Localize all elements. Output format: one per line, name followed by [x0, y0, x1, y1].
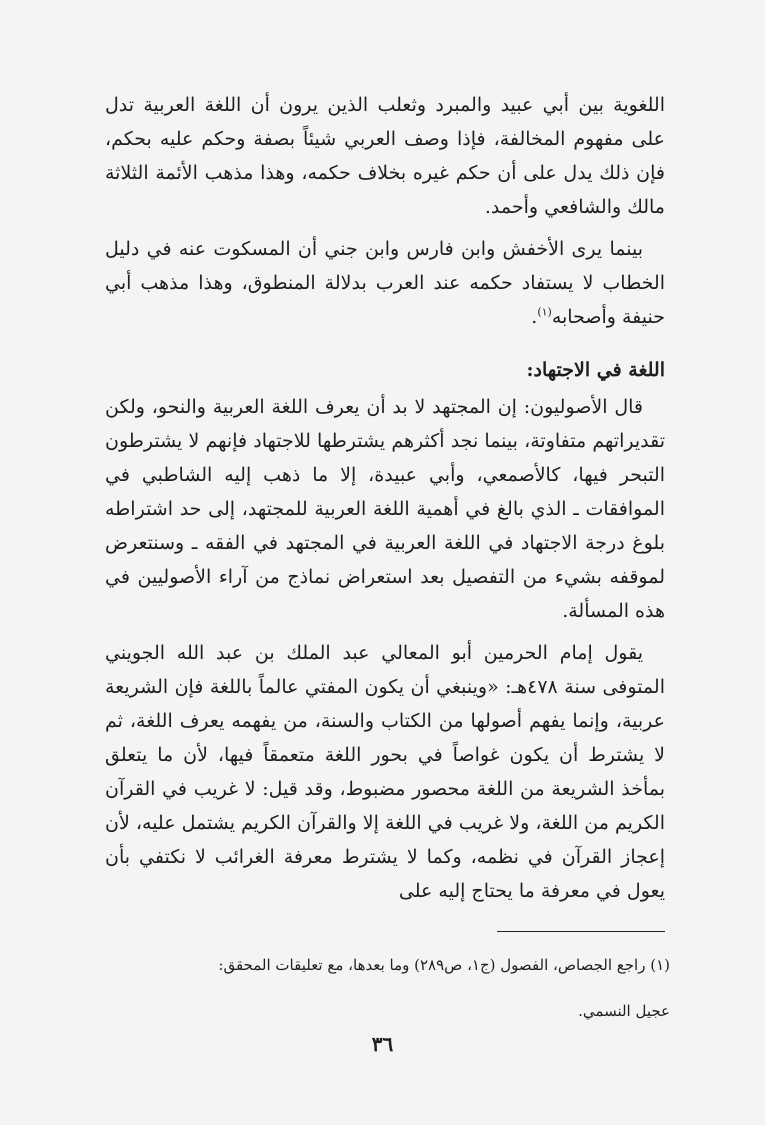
footnote-reference: (١) [537, 305, 552, 319]
paragraph-2-end: . [531, 306, 538, 328]
paragraph-1: اللغوية بين أبي عبيد والمبرد وثعلب الذين يرون أن اللغة العربية تدل على مفهوم المخالفة، فإذا وصف العربي شيئاً بصفة وحكم عليه بحكم، فإن ذلك يدل على أن حكم غيره بخلاف حكمه، وهذا مذهب الأئمة الثلاثة مالك والشافعي وأحمد. [105, 94, 665, 218]
footnote [105, 942, 670, 1034]
footnote-line-2: عجيل النسمي. [578, 1002, 670, 1020]
paragraph-4: يقول إمام الحرمين أبو المعالي عبد الملك بن عبد الله الجويني المتوفى سنة ٤٧٨هـ: «وينبغي أن يكون المفتي عالماً باللغة فإن الشريعة عربية، وإنما يفهم أصولها من الكتاب والسنة، من يفهمه يعرف اللغة، ثم لا يشترط أن يكون غواصاً في بحور اللغة متعمقاً فيها، لأن ما يتعلق بمأخذ الشريعة من اللغة محصور مضبوط، وقد قيل: لا غريب في القرآن الكريم من اللغة، ولا غريب في اللغة إلا والقرآن الكريم يشتمل عليه، لأن إعجاز القرآن في نظمه، وكما لا يشترط معرفة الغرائب لا نكتفي بأن يعول في معرفة ما يحتاج إليه على [105, 642, 665, 902]
paragraph-3: قال الأصوليون: إن المجتهد لا بد أن يعرف اللغة العربية والنحو، ولكن تقديراتهم متفاوتة، بينما نجد أكثرهم يشترطها للاجتهاد فإنهم لا يشترطون التبحر فيها، كالأصمعي، وأبي عبيدة، إلا ما ذهب إليه الشاطبي في الموافقات ـ الذي بالغ في أهمية اللغة العربية للمجتهد، إلى حد اشتراطه بلوغ درجة الاجتهاد في اللغة العربية في المجتهد في الفقه ـ وسنتعرض لموقفه بشيء من التفصيل بعد استعراض نماذج من آراء الأصوليين في هذه المسألة. [105, 396, 665, 622]
page-number: ٣٦ [371, 1032, 394, 1056]
body-text [105, 88, 665, 908]
footnote-divider [497, 931, 665, 932]
section-heading: اللغة في الاجتهاد: [526, 359, 665, 381]
footnote-line-1: (١) راجع الجصاص، الفصول (ج١، ص٢٨٩) وما بعدها، مع تعليقات المحقق: [218, 956, 670, 974]
paragraph-2-text: بينما يرى الأخفش وابن فارس وابن جني أن المسكوت عنه في دليل الخطاب لا يستفاد حكمه عند العرب بدلالة المنطوق، وهذا مذهب أبي حنيفة وأصحابه [105, 238, 665, 328]
paragraph-2 [105, 232, 665, 334]
